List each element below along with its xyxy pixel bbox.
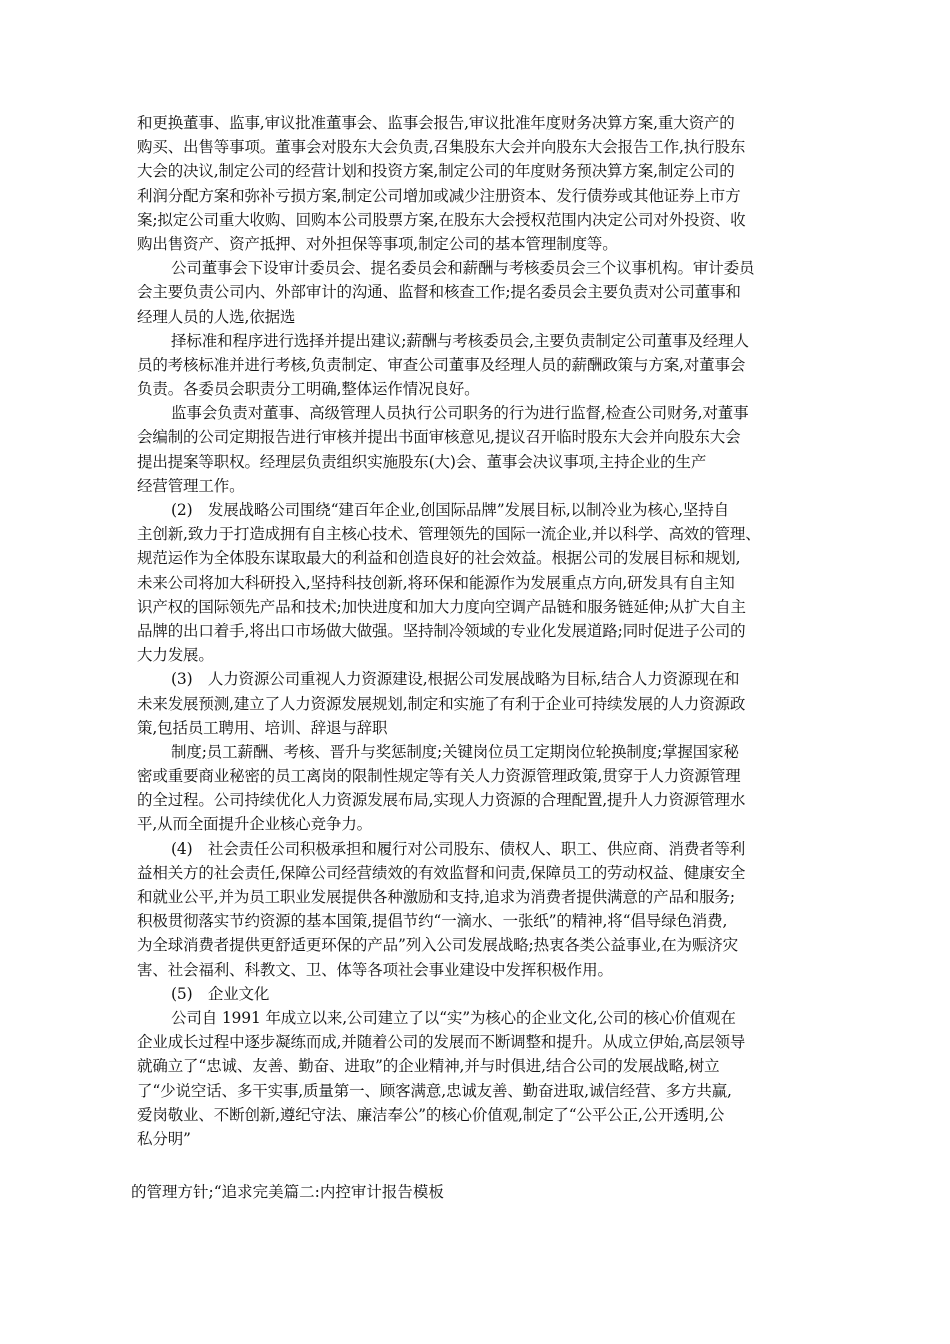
text-line: 提出提案等职权。经理层负责组织实施股东(大)会、董事会决议事项,主持企业的生产 [137, 452, 707, 471]
text-line: 监事会负责对董事、高级管理人员执行公司职务的行为进行监督,检查公司财务,对董事 [171, 404, 749, 423]
text-line: 私分明” [137, 1129, 191, 1148]
text-line: 爱岗敬业、不断创新,遵纪守法、廉洁奉公”的核心价值观,制定了“公平公正,公开透明,公 [137, 1105, 725, 1124]
text-line: 益相关方的社会责任,保障公司经营绩效的有效监督和问责,保障员工的劳动权益、健康安全 [137, 863, 746, 882]
text-line: 员的考核标准并进行考核,负责制定、审查公司董事及经理人员的薪酬政策与方案,对董事会 [137, 355, 746, 374]
text-line: 密或重要商业秘密的员工离岗的限制性规定等有关人力资源管理政策,贯穿于人力资源管理 [137, 767, 741, 786]
text-line: 害、社会福利、科教文、卫、体等各项社会事业建设中发挥积极作用。 [137, 960, 613, 979]
text-line: 公司董事会下设审计委员会、提名委员会和薪酬与考核委员会三个议事机构。审计委员 [171, 259, 755, 278]
text-line: 品牌的出口着手,将出口市场做大做强。坚持制冷领域的专业化发展道路;同时促进子公司的 [137, 621, 746, 640]
text-line: 主创新,致力于打造成拥有自主核心技术、管理领先的国际一流企业,并以科学、高效的管理、 [137, 525, 761, 544]
text-line: 的全过程。公司持续优化人力资源发展布局,实现人力资源的合理配置,提升人力资源管理水 [137, 791, 746, 810]
text-line: 平,从而全面提升企业核心竞争力。 [137, 815, 373, 834]
text-line: 策,包括员工聘用、培训、辞退与辞职 [137, 718, 388, 737]
text-line: 经营管理工作。 [137, 476, 245, 495]
text-line: 会主要负责公司内、外部审计的沟通、监督和核查工作;提名委员会主要负责对公司董事和 [137, 283, 741, 302]
text-line: 积极贯彻落实节约资源的基本国策,提倡节约“一滴水、一张纸”的精神,将“倡导绿色消费, [137, 912, 728, 931]
text-line: 识产权的国际领先产品和技术;加快进度和加大力度向空调产品链和服务链延伸;从扩大自主 [137, 597, 746, 616]
text-line: 和更换董事、监事,审议批准董事会、监事会报告,审议批准年度财务决算方案,重大资产的 [137, 114, 735, 132]
text-line: 购买、出售等事项。董事会对股东大会负责,召集股东大会并向股东大会报告工作,执行股东 [137, 138, 746, 157]
text-line: 大力发展。 [137, 646, 214, 665]
text-line: 会编制的公司定期报告进行审核并提出书面审核意见,提议召开临时股东大会并向股东大会 [137, 428, 741, 447]
section-heading-5: (5) 企业文化 [171, 984, 270, 1003]
text-line: 规范运作为全体股东谋取最大的利益和创造良好的社会效益。根据公司的发展目标和规划, [137, 549, 741, 568]
section-heading-4: (4) 社会责任公司积极承担和履行对公司股东、债权人、职工、供应商、消费者等利 [171, 839, 746, 858]
text-line: 和就业公平,并为员工职业发展提供各种激励和支持,追求为消费者提供满意的产品和服务; [137, 888, 735, 906]
text-line: 负责。各委员会职责分工明确,整体运作情况良好。 [137, 380, 480, 399]
text-line: 了“少说空话、多干实事,质量第一、顾客满意,忠诚友善、勤奋进取,诚信经营、多方共赢, [137, 1081, 732, 1100]
body-text [137, 111, 825, 1151]
section-heading-3: (3) 人力资源公司重视人力资源建设,根据公司发展战略为目标,结合人力资源现在和 [171, 670, 740, 689]
text-line: 未来发展预测,建立了人力资源发展规划,制定和实施了有利于企业可持续发展的人力资源政 [137, 694, 746, 713]
trailing-line: 的管理方针;“追求完美篇二:内控审计报告模板 [131, 1183, 444, 1201]
text-line: 企业成长过程中逐步凝练而成,并随着公司的发展而不断调整和提升。从成立伊始,高层领导 [137, 1033, 746, 1052]
text-line: 就确立了“忠诚、友善、勤奋、进取”的企业精神,并与时俱进,结合公司的发展战略,树立 [137, 1057, 720, 1076]
text-line: 经理人员的人选,依据选 [137, 307, 296, 326]
section-heading-2: (2) 发展战略公司围绕“建百年企业,创国际品牌”发展目标,以制冷业为核心,坚持自 [171, 501, 729, 519]
text-line: 购出售资产、资产抵押、对外担保等事项,制定公司的基本管理制度等。 [137, 234, 618, 253]
text-line: 为全球消费者提供更舒适更环保的产品”列入公司发展战略;热衷各类公益事业,在为赈济灾 [137, 936, 738, 955]
text-line: 案;拟定公司重大收购、回购本公司股票方案,在股东大会授权范围内决定公司对外投资、收 [137, 210, 746, 229]
text-line: 利润分配方案和弥补亏损方案,制定公司增加或减少注册资本、发行债券或其他证券上市方 [137, 186, 741, 205]
text-line: 择标准和程序进行选择并提出建议;薪酬与考核委员会,主要负责制定公司董事及经理人 [171, 331, 749, 350]
text-line: 公司自 1991 年成立以来,公司建立了以“实”为核心的企业文化,公司的核心价值观在 [171, 1008, 736, 1027]
text-line: 未来公司将加大科研投入,坚持科技创新,将环保和能源作为发展重点方向,研发具有自主知 [137, 573, 735, 592]
text-line: 大会的决议,制定公司的经营计划和投资方案,制定公司的年度财务预决算方案,制定公司的 [137, 162, 735, 181]
text-line: 制度;员工薪酬、考核、晋升与奖惩制度;关键岗位员工定期岗位轮换制度;掌握国家秘 [171, 742, 739, 761]
